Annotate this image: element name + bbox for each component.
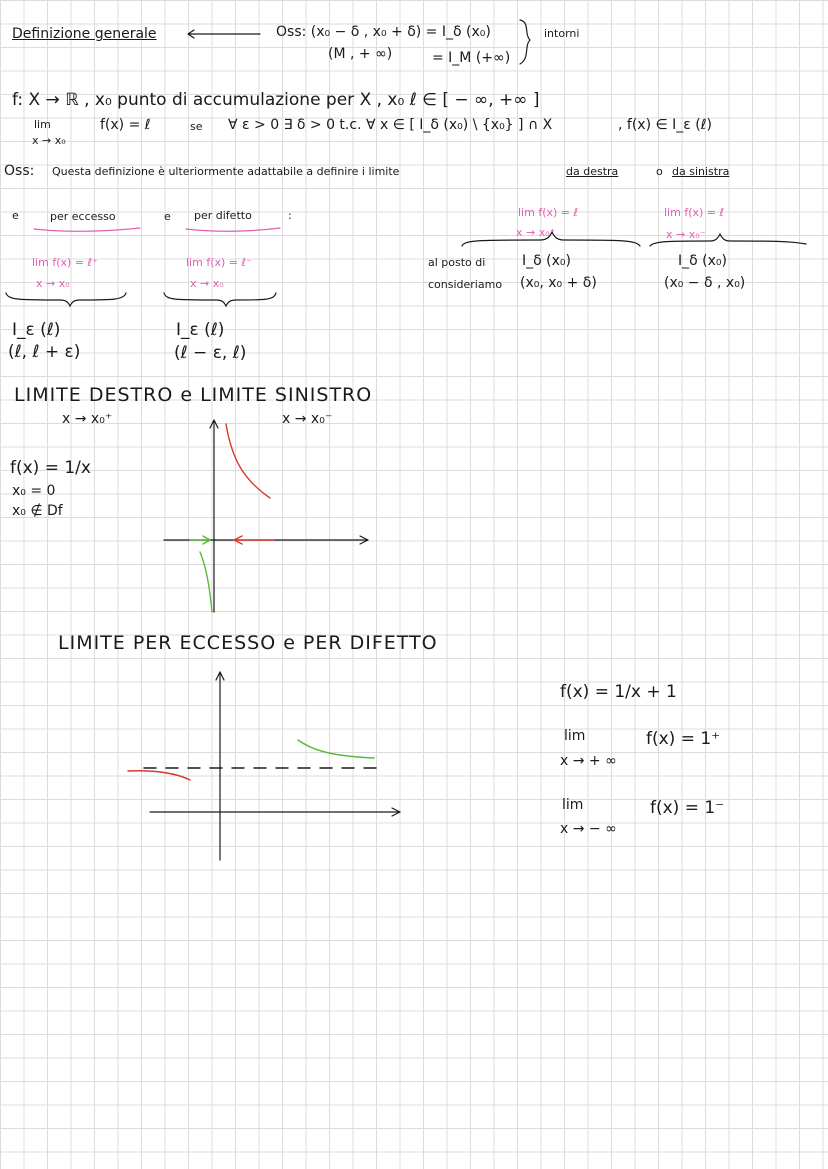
function-1-over-x: f(x) = 1/x <box>10 458 91 478</box>
lim-right-sub: x → x₀⁺ <box>516 226 556 239</box>
per-eccesso: per eccesso <box>50 210 116 223</box>
lim-left: lim f(x) = ℓ <box>664 206 725 219</box>
se-word: se <box>190 120 203 133</box>
brace-left-limit <box>650 234 806 246</box>
graph1-red-arrow <box>234 536 274 544</box>
oss-neighborhood-delta: Oss: (x₀ − δ , x₀ + δ) = I_δ (x₀) <box>276 24 491 40</box>
x0-not-in-domain: x₀ ∉ Df <box>12 503 63 519</box>
lim-right: lim f(x) = ℓ <box>518 206 579 219</box>
lim-left-sub: x → x₀⁻ <box>666 228 706 241</box>
graph2-green-branch <box>298 740 374 758</box>
ie-defect: I_ε (ℓ) <box>176 320 225 340</box>
epsilon-delta-condition: ∀ ε > 0 ∃ δ > 0 t.c. ∀ x ∈ [ I_δ (x₀) \ {x₀} ] ∩ X <box>228 117 553 133</box>
sub-left: x → x₀⁻ <box>282 411 333 427</box>
graph1-green-branch <box>200 552 212 612</box>
lim-plus-inf-value: f(x) = 1⁺ <box>646 729 721 749</box>
section-title-lateral: LIMITE DESTRO e LIMITE SINISTRO <box>14 384 373 406</box>
graph1-red-branch <box>226 424 270 498</box>
section-title-excess-defect: LIMITE PER ECCESSO e PER DIFETTO <box>58 632 438 654</box>
consideriamo: consideriamo <box>428 278 503 291</box>
graph2-red-branch <box>128 771 190 780</box>
oss-neighborhood-infinity: = I_M (+∞) <box>432 50 511 66</box>
i-delta-left: I_δ (x₀) <box>678 253 727 269</box>
brace-excess <box>6 293 126 306</box>
interval-left: (x₀ − δ , x₀) <box>664 275 746 291</box>
heading-general-definition: Definizione generale <box>12 26 157 42</box>
lim-plus-inf-word: lim <box>564 728 586 744</box>
intorni-brace <box>520 20 530 64</box>
lim-minus-inf-word: lim <box>562 797 584 813</box>
lim-minus-inf-sub: x → − ∞ <box>560 821 617 837</box>
o-word: o <box>656 165 663 178</box>
graph-excess-defect <box>128 672 400 860</box>
da-sinistra: da sinistra <box>672 165 730 178</box>
function-1-over-x-plus-1: f(x) = 1/x + 1 <box>560 682 677 702</box>
e-word-1: e <box>12 209 19 222</box>
colon: : <box>288 209 292 222</box>
per-difetto: per difetto <box>194 209 252 222</box>
al-posto-di: al posto di <box>428 256 486 269</box>
oss-label: Oss: <box>4 163 35 179</box>
interval-defect: (ℓ − ε, ℓ) <box>174 343 247 363</box>
da-destra: da destra <box>566 165 619 178</box>
header-arrow <box>188 30 260 38</box>
lim-defect: lim f(x) = ℓ⁻ <box>186 256 252 269</box>
e-word-2: e <box>164 210 171 223</box>
lim-defect-sub: x → x₀ <box>190 277 224 290</box>
sub-right: x → x₀⁺ <box>62 411 113 427</box>
limit-value: f(x) = ℓ <box>100 117 151 133</box>
graph-lateral-limits <box>164 420 368 612</box>
lim-excess-sub: x → x₀ <box>36 277 70 290</box>
ie-excess: I_ε (ℓ) <box>12 320 61 340</box>
graph1-green-arrow <box>190 536 210 544</box>
limit-result: , f(x) ∈ I_ε (ℓ) <box>618 117 712 133</box>
lim-subscript: x → x₀ <box>32 134 66 147</box>
lim-word: lim <box>34 118 51 131</box>
x0-equals-zero: x₀ = 0 <box>12 483 56 499</box>
definition-line: f: X → ℝ , x₀ punto di accumulazione per X , x₀ ℓ ∈ [ − ∞, +∞ ] <box>12 90 540 110</box>
pink-brace-difetto <box>186 228 280 231</box>
lim-plus-inf-sub: x → + ∞ <box>560 753 617 769</box>
interval-excess: (ℓ, ℓ + ε) <box>8 342 81 362</box>
brace-right-limit <box>462 232 640 246</box>
lim-minus-inf-value: f(x) = 1⁻ <box>650 798 725 818</box>
interval-right: (x₀, x₀ + δ) <box>520 275 597 291</box>
lim-excess: lim f(x) = ℓ⁺ <box>32 256 98 269</box>
i-delta-right: I_δ (x₀) <box>522 253 571 269</box>
pink-brace-eccesso <box>34 228 140 231</box>
oss-text: Questa definizione è ulteriormente adattabile a definire i limite <box>52 165 400 178</box>
intorni-label: intorni <box>544 27 580 40</box>
brace-defect <box>164 293 276 306</box>
oss-neighborhood-m: (M , + ∞) <box>328 46 393 62</box>
